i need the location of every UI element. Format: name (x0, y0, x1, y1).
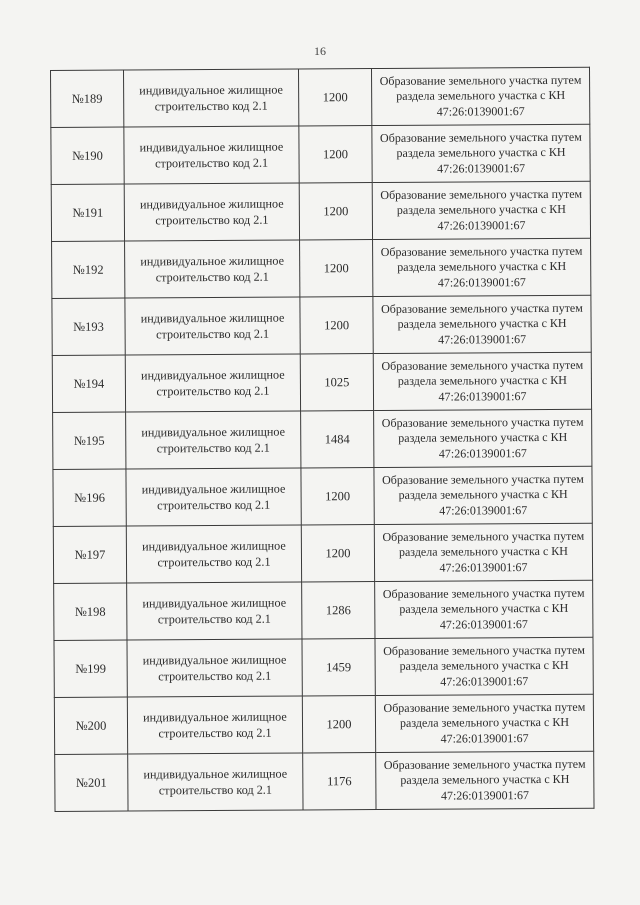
table-row (52, 352, 591, 412)
formation-method-text: 47:26:0139001:67 (440, 673, 529, 689)
permitted-use-text: строительство код 2.1 (157, 554, 271, 570)
formation-method-text: раздела земельного участка с КН (398, 430, 568, 446)
permitted-use-text: строительство код 2.1 (156, 326, 270, 342)
land-plots-table-wrapper (50, 67, 595, 812)
table-row (53, 523, 592, 583)
formation-method-cell (373, 352, 591, 410)
area-cell: 1286 (302, 582, 375, 639)
table-row (53, 466, 592, 526)
table-row (51, 181, 590, 241)
formation-method-cell (374, 409, 592, 467)
formation-method-text: 47:26:0139001:67 (439, 559, 528, 575)
permitted-use-text: строительство код 2.1 (154, 155, 269, 171)
plot-number-cell: №196 (53, 469, 126, 526)
area-cell: 1200 (300, 297, 373, 354)
formation-method-text: раздела земельного участка с КН (399, 658, 569, 674)
formation-method-text: Образование земельного участка путем (383, 699, 586, 715)
permitted-use-cell (127, 582, 302, 640)
plot-number-cell: №201 (55, 754, 128, 811)
plot-number-cell: №190 (51, 127, 124, 184)
table-row (51, 67, 590, 127)
plot-number-cell: №194 (52, 355, 125, 412)
plot-number-cell: №193 (52, 298, 125, 355)
permitted-use-text: строительство код 2.1 (156, 383, 270, 399)
formation-method-text: раздела земельного участка с КН (398, 487, 568, 503)
formation-method-cell (373, 238, 591, 296)
plot-number-cell: №199 (54, 640, 127, 697)
plot-number-cell: №189 (51, 70, 124, 127)
formation-method-text: Образование земельного участка путем (380, 243, 583, 259)
permitted-use-text: строительство код 2.1 (155, 212, 269, 228)
plot-number-cell: №192 (52, 241, 125, 298)
formation-method-cell (372, 124, 590, 182)
formation-method-text: 47:26:0139001:67 (440, 730, 529, 746)
permitted-use-cell (124, 183, 299, 241)
permitted-use-cell (125, 297, 300, 355)
permitted-use-cell (126, 525, 301, 583)
permitted-use-text: индивидуальное жилищное (139, 82, 283, 98)
area-cell: 1200 (299, 126, 372, 183)
formation-method-text: 47:26:0139001:67 (438, 388, 527, 404)
permitted-use-text: строительство код 2.1 (158, 782, 272, 798)
area-cell: 1200 (300, 240, 373, 297)
plot-number-cell: №197 (53, 526, 126, 583)
formation-method-text: раздела земельного участка с КН (400, 772, 570, 788)
permitted-use-text: индивидуальное жилищное (141, 481, 286, 497)
area-cell: 1459 (302, 639, 375, 696)
table-row (54, 637, 593, 697)
permitted-use-text: строительство код 2.1 (156, 440, 270, 456)
formation-method-text: Образование земельного участка путем (382, 585, 585, 601)
permitted-use-cell (124, 69, 299, 127)
formation-method-text: раздела земельного участка с КН (399, 601, 569, 617)
formation-method-text: 47:26:0139001:67 (437, 160, 526, 176)
plot-number-cell: №191 (51, 184, 124, 241)
table-row (54, 694, 593, 754)
permitted-use-text: индивидуальное жилищное (140, 367, 285, 383)
formation-method-cell (372, 181, 590, 239)
table-row (55, 751, 594, 811)
formation-method-text: 47:26:0139001:67 (440, 787, 529, 803)
area-cell: 1200 (301, 525, 374, 582)
formation-method-text: 47:26:0139001:67 (438, 331, 527, 347)
formation-method-text: Образование земельного участка путем (382, 471, 584, 487)
permitted-use-text: строительство код 2.1 (158, 725, 272, 741)
formation-method-text: 47:26:0139001:67 (439, 502, 528, 518)
formation-method-cell (371, 67, 589, 125)
permitted-use-text: индивидуальное жилищное (142, 652, 287, 668)
permitted-use-text: индивидуальное жилищное (140, 253, 285, 269)
formation-method-text: Образование земельного участка путем (383, 756, 586, 772)
formation-method-cell (374, 523, 592, 581)
permitted-use-text: строительство код 2.1 (157, 497, 271, 513)
permitted-use-text: индивидуальное жилищное (142, 595, 287, 611)
table-row (52, 295, 591, 355)
formation-method-text: Образование земельного участка путем (381, 300, 583, 316)
formation-method-text: раздела земельного участка с КН (398, 544, 568, 560)
table-row (52, 238, 591, 298)
formation-method-text: раздела земельного участка с КН (399, 715, 570, 731)
permitted-use-cell (127, 696, 302, 754)
permitted-use-text: индивидуальное жилищное (139, 139, 284, 155)
area-cell: 1176 (303, 753, 376, 810)
permitted-use-text: индивидуальное жилищное (141, 424, 286, 440)
table-row (51, 124, 590, 184)
permitted-use-text: строительство код 2.1 (158, 668, 272, 684)
formation-method-text: раздела земельного участка с КН (396, 202, 566, 218)
permitted-use-cell (125, 354, 300, 412)
area-cell: 1484 (301, 411, 374, 468)
area-cell: 1200 (302, 696, 375, 753)
permitted-use-text: индивидуальное жилищное (143, 709, 287, 725)
formation-method-text: 47:26:0139001:67 (438, 445, 527, 461)
permitted-use-cell (126, 411, 301, 469)
permitted-use-text: индивидуальное жилищное (140, 310, 285, 326)
table-row (54, 580, 593, 640)
page-number: 16 (314, 44, 326, 58)
permitted-use-text: индивидуальное жилищное (143, 766, 288, 782)
formation-method-text: Образование земельного участка путем (383, 642, 585, 658)
formation-method-text: Образование земельного участка путем (381, 357, 584, 373)
permitted-use-cell (127, 639, 302, 697)
formation-method-text: раздела земельного участка с КН (397, 373, 567, 389)
formation-method-text: 47:26:0139001:67 (439, 616, 528, 632)
formation-method-text: Образование земельного участка путем (379, 129, 582, 145)
table-body (51, 67, 595, 811)
formation-method-text: раздела земельного участка с КН (397, 316, 567, 332)
permitted-use-text: строительство код 2.1 (157, 611, 271, 627)
land-plots-table (50, 67, 595, 812)
area-cell: 1025 (300, 354, 373, 411)
formation-method-cell (375, 637, 593, 695)
formation-method-text: Образование земельного участка путем (379, 72, 582, 88)
permitted-use-cell (124, 126, 299, 184)
permitted-use-cell (125, 240, 300, 298)
plot-number-cell: №198 (54, 583, 127, 640)
formation-method-text: 47:26:0139001:67 (437, 274, 526, 290)
permitted-use-text: индивидуальное жилищное (142, 538, 286, 554)
formation-method-text: раздела земельного участка с КН (397, 259, 567, 275)
permitted-use-cell (126, 468, 301, 526)
formation-method-cell (375, 694, 593, 752)
area-cell: 1200 (301, 468, 374, 525)
formation-method-cell (374, 466, 592, 524)
formation-method-text: 47:26:0139001:67 (437, 217, 526, 233)
plot-number-cell: №195 (53, 412, 126, 469)
formation-method-text: раздела земельного участка с КН (396, 145, 566, 161)
formation-method-cell (373, 295, 591, 353)
area-cell: 1200 (299, 183, 372, 240)
permitted-use-text: индивидуальное жилищное (139, 196, 284, 212)
formation-method-cell (375, 580, 593, 638)
formation-method-text: Образование земельного участка путем (380, 186, 583, 202)
permitted-use-text: строительство код 2.1 (154, 98, 268, 114)
formation-method-text: Образование земельного участка путем (381, 414, 584, 430)
formation-method-text: Образование земельного участка путем (382, 528, 585, 544)
formation-method-text: раздела земельного участка с КН (396, 88, 566, 104)
table-row (53, 409, 592, 469)
permitted-use-cell (128, 753, 303, 811)
area-cell: 1200 (298, 69, 371, 126)
permitted-use-text: строительство код 2.1 (155, 269, 269, 285)
formation-method-cell (376, 751, 594, 809)
formation-method-text: 47:26:0139001:67 (436, 103, 525, 119)
plot-number-cell: №200 (54, 697, 127, 754)
